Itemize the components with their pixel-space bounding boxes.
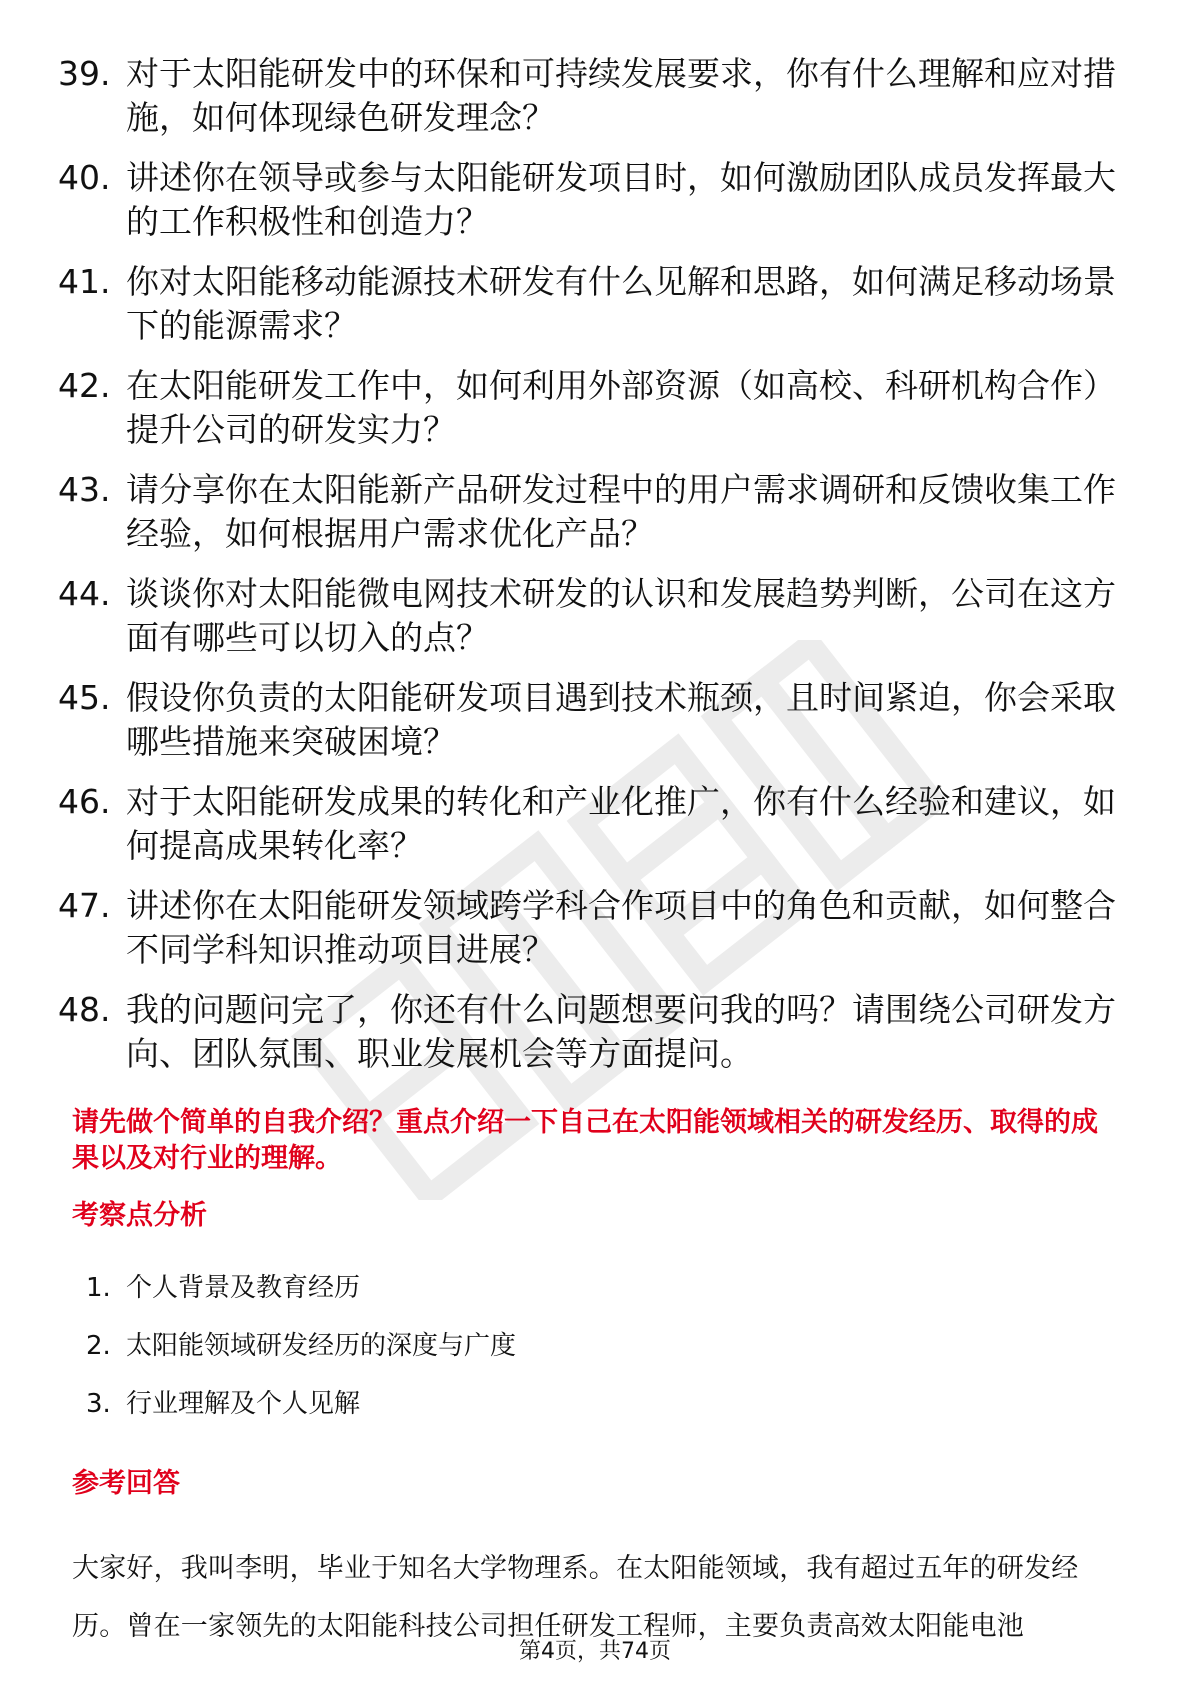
- question-number: 45.: [58, 678, 111, 717]
- question-text: 对于太阳能研发中的环保和可持续发展要求，你有什么理解和应对措施，如何体现绿色研发理念？: [126, 54, 1116, 137]
- question-number: 46.: [58, 782, 111, 821]
- question-number: 48.: [58, 990, 111, 1029]
- question-item: [58, 676, 1128, 764]
- list-item: [86, 1386, 986, 1422]
- list-item-text: 太阳能领域研发经历的深度与广度: [126, 1331, 517, 1361]
- question-text: 假设你负责的太阳能研发项目遇到技术瓶颈，且时间紧迫，你会采取哪些措施来突破困境？: [126, 678, 1116, 761]
- list-item-number: 3.: [86, 1389, 111, 1419]
- question-text: 对于太阳能研发成果的转化和产业化推广，你有什么经验和建议，如何提高成果转化率？: [126, 782, 1116, 865]
- question-text: 你对太阳能移动能源技术研发有什么见解和思路，如何满足移动场景下的能源需求？: [126, 262, 1116, 345]
- question-item: [58, 988, 1128, 1076]
- list-item-number: 1.: [86, 1273, 111, 1303]
- question-item: [58, 52, 1128, 140]
- question-item: [58, 156, 1128, 244]
- question-item: [58, 884, 1128, 972]
- list-item-text: 个人背景及教育经历: [126, 1273, 361, 1303]
- question-number: 47.: [58, 886, 111, 925]
- analysis-points-list: [86, 1270, 986, 1444]
- question-item: [58, 780, 1128, 868]
- question-text: 讲述你在太阳能研发领域跨学科合作项目中的角色和贡献，如何整合不同学科知识推动项目进展？: [126, 886, 1116, 969]
- analysis-heading: 考察点分析: [72, 1200, 207, 1231]
- question-text: 讲述你在领导或参与太阳能研发项目时，如何激励团队成员发挥最大的工作积极性和创造力？: [126, 158, 1116, 241]
- reference-heading: 参考回答: [72, 1468, 180, 1499]
- question-list: [58, 52, 1128, 1092]
- question-number: 42.: [58, 366, 111, 405]
- question-item: [58, 364, 1128, 452]
- question-item: [58, 468, 1128, 556]
- question-item: [58, 572, 1128, 660]
- question-text: 在太阳能研发工作中，如何利用外部资源（如高校、科研机构合作）提升公司的研发实力？: [126, 366, 1116, 449]
- question-number: 44.: [58, 574, 111, 613]
- list-item-text: 行业理解及个人见解: [126, 1389, 361, 1419]
- highlight-question: 请先做个简单的自我介绍？重点介绍一下自己在太阳能领域相关的研发经历、取得的成果以及对行业的理解。: [72, 1107, 1098, 1174]
- question-number: 39.: [58, 54, 111, 93]
- list-item-number: 2.: [86, 1331, 111, 1361]
- question-number: 43.: [58, 470, 111, 509]
- question-text: 我的问题问完了，你还有什么问题想要问我的吗？请围绕公司研发方向、团队氛围、职业发展机会等方面提问。: [126, 990, 1116, 1073]
- list-item: [86, 1270, 986, 1306]
- list-item: [86, 1328, 986, 1364]
- question-text: 谈谈你对太阳能微电网技术研发的认识和发展趋势判断，公司在这方面有哪些可以切入的点？: [126, 574, 1116, 657]
- page-footer: 第4页，共74页: [519, 1639, 671, 1664]
- question-number: 41.: [58, 262, 111, 301]
- question-text: 请分享你在太阳能新产品研发过程中的用户需求调研和反馈收集工作经验，如何根据用户需求优化产品？: [126, 470, 1116, 553]
- question-item: [58, 260, 1128, 348]
- reference-answer-text: 大家好，我叫李明，毕业于知名大学物理系。在太阳能领域，我有超过五年的研发经历。曾在一家领先的太阳能科技公司担任研发工程师，主要负责高效太阳能电池: [72, 1553, 1079, 1642]
- question-number: 40.: [58, 158, 111, 197]
